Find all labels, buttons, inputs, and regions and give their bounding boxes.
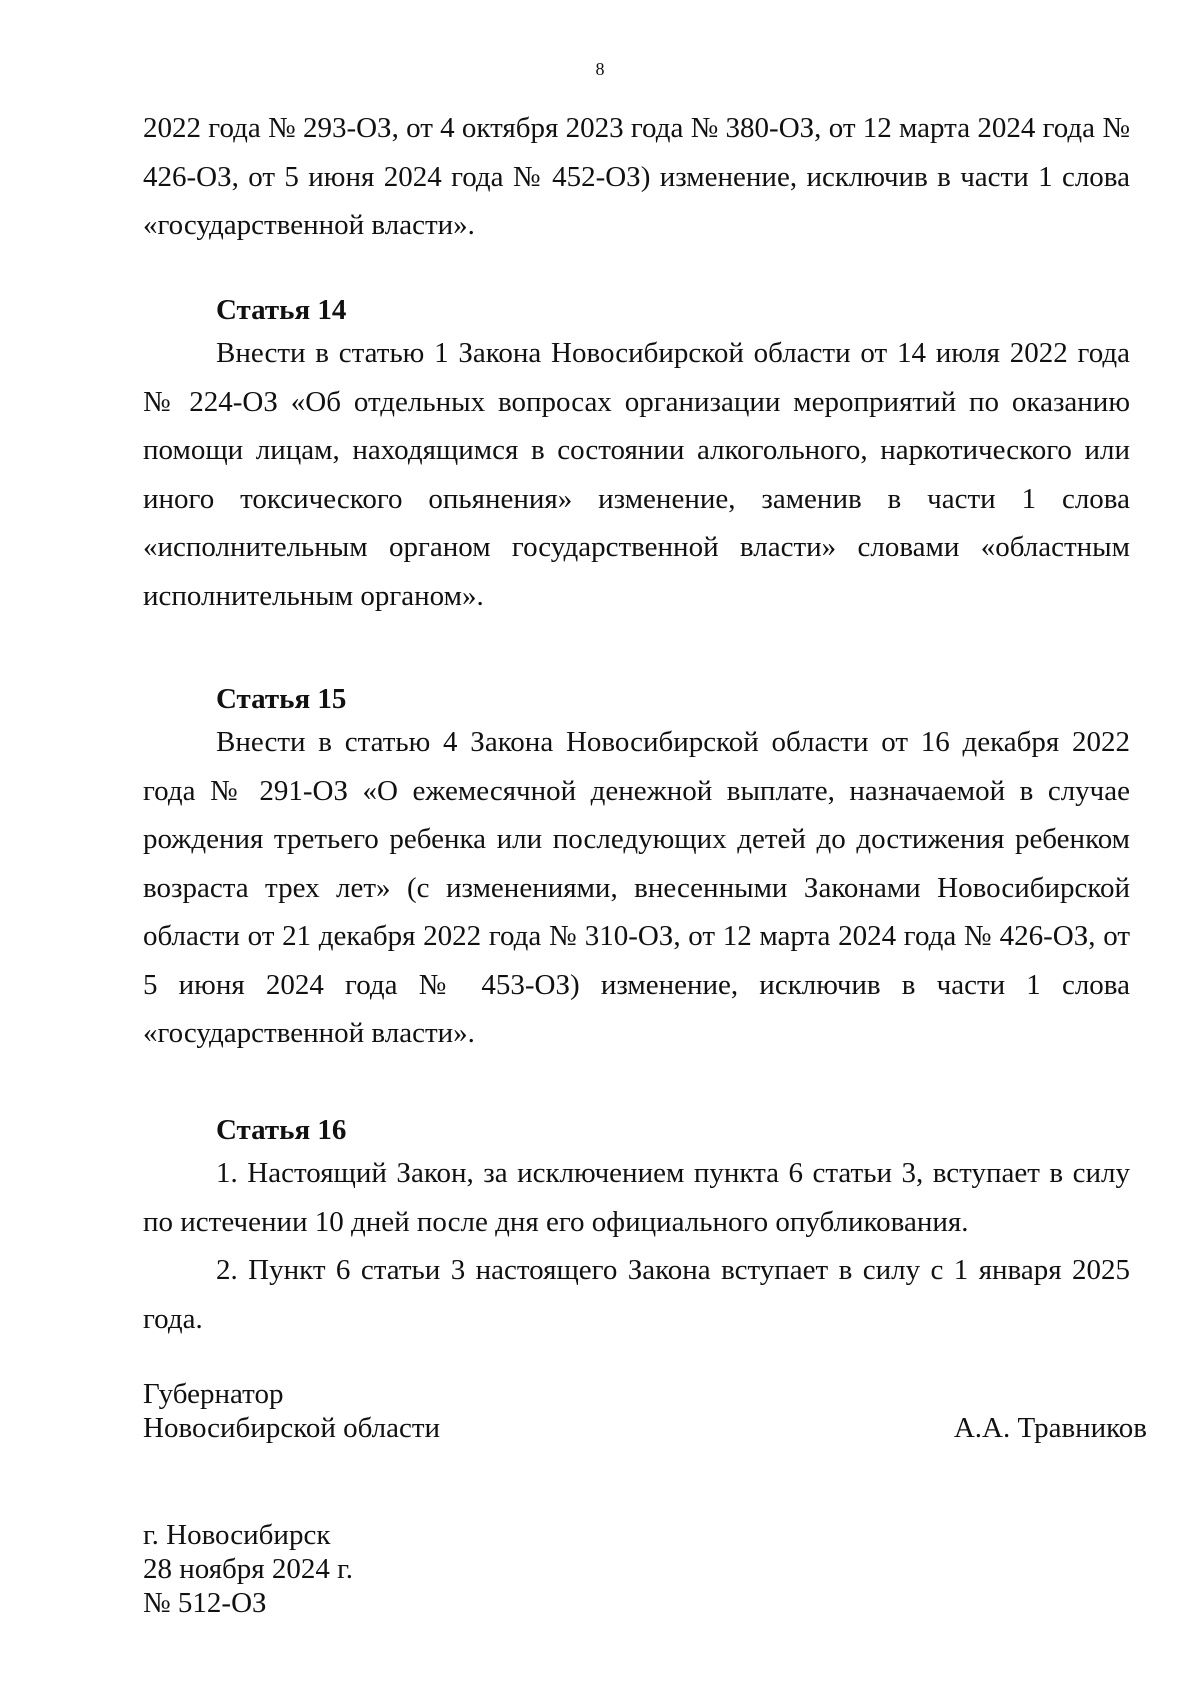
article-15-body [143,718,1130,1058]
intro-paragraph-block [143,104,1130,250]
signature-position-line-1: Губернатор [143,1378,284,1410]
signature-position [143,1377,440,1445]
article-16-heading: Статья 16 [216,1114,347,1146]
footer-city: г. Новосибирск [143,1519,331,1551]
signature-position-line-2: Новосибирской области [143,1412,441,1444]
document-footer [143,1518,353,1620]
article-14-heading: Статья 14 [216,294,347,326]
footer-date: 28 ноября 2024 г. [143,1553,354,1585]
signature-name: А.А. Травников [953,1412,1147,1444]
article-15-heading: Статья 15 [216,683,347,715]
article-16-body [143,1149,1130,1343]
footer-law-number: № 512-ОЗ [143,1587,267,1619]
article-14-body [143,329,1130,620]
article-16-paragraph-1: 1. Настоящий Закон, за исключением пункта 6 статьи 3, вступает в силу по истечении 10 дней после дня его официального опубликования. [143,1157,1130,1238]
article-14-paragraph: Внести в статью 1 Закона Новосибирской области от 14 июля 2022 года № 224-ОЗ «Об отдельных вопросах организации мероприятий по оказанию помощи лицам, находящимся в состоянии алкогольного, наркотического или иного токсического опьянения» изменение, заменив в части 1 слова «исполнительным органом государственной власти» словами «областным исполнительным органом». [143,337,1130,612]
article-16-paragraph-2: 2. Пункт 6 статьи 3 настоящего Закона вступает в силу с 1 января 2025 года. [143,1254,1130,1335]
intro-paragraph: 2022 года № 293-ОЗ, от 4 октября 2023 года № 380-ОЗ, от 12 марта 2024 года № 426-ОЗ, от 5 июня 2024 года № 452-ОЗ) изменение, исключив в части 1 слова «государственной власти». [143,112,1130,241]
article-15-paragraph: Внести в статью 4 Закона Новосибирской области от 16 декабря 2022 года № 291-ОЗ «О ежемесячной денежной выплате, назначаемой в случае рождения третьего ребенка или последующих детей до достижения ребенком возраста трех лет» (с изменениями, внесенными Законами Новосибирской области от 21 декабря 2022 года № 310-ОЗ, от 12 марта 2024 года № 426-ОЗ, от 5 июня 2024 года № 453-ОЗ) изменение, исключив в части 1 слова «государственной власти». [143,726,1130,1049]
page-number: 8 [595,59,605,79]
